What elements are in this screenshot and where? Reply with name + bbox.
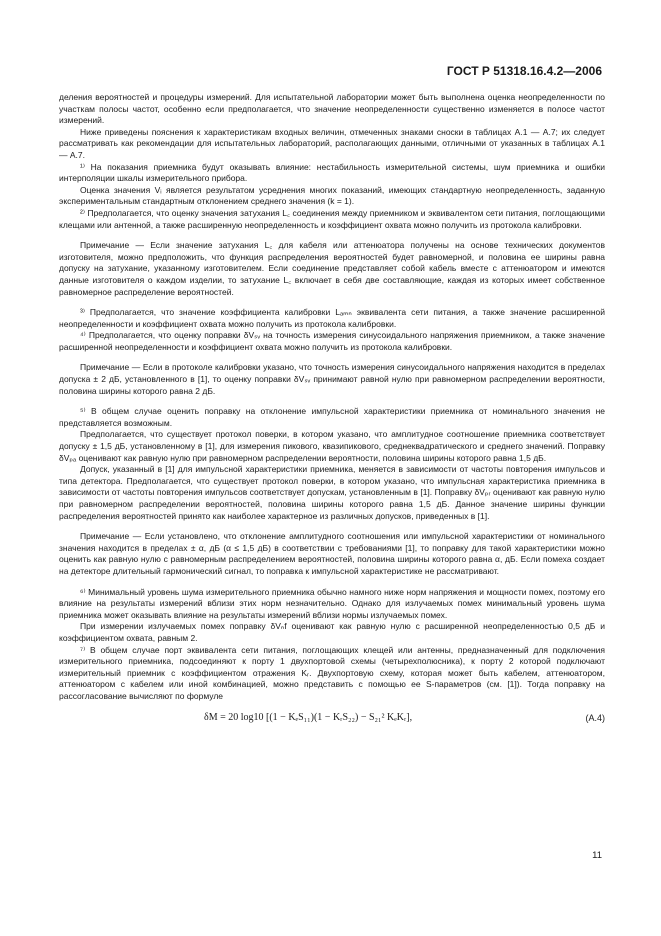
document-header: ГОСТ Р 51318.16.4.2—2006	[446, 64, 602, 78]
formula-a4	[59, 707, 605, 729]
note: Примечание — Если установлено, что отклонение амплитудного соотношения или импульсной характеристики от номинального значения находится в пределах ± α, дБ (α ≤ 1,5 дБ) в соответствии с требованиями [1], то поправку для такой характеристики можно оценить как равную нулю с равномерным распределением вероятностей, половина ширины которого равна α, дБ. Если помеха создает на детекторе длительный гармонический сигнал, то поправка к импульсной характеристике не рассматривают.	[59, 531, 605, 576]
paragraph: деления вероятностей и процедуры измерений. Для испытательной лаборатории может быть выполнена оценка неопределенности по участкам полосы частот, особенно если предполагается, что значение неопределенности существенно изменяется в полосе частот измерений.	[59, 92, 605, 126]
paragraph: Допуск, указанный в [1] для импульсной характеристики приемника, меняется в зависимости от частоты повторения импульсов и типа детектора. Предполагается, что существует протокол поверки, в котором указано, что импульсная характеристика приемника в зависимости от частоты повторения импульсов соответствует допускам, установленным в [1]. Поправку δVₚᵣ оценивают как равную нулю при равномерном распределении вероятностей, половина ширины которого равна 1,5 дБ. Данное значение ширины функции распределения вероятностей принято как наиболее характерное из различных допусков, приведенных в [1].	[59, 464, 605, 521]
note: Примечание — Если в протоколе калибровки указано, что точность измерения синусоидального напряжения находится в пределах допуска ± 2 дБ, установленного в [1], то оценку поправки δVₛᵥ принимают равной нулю при равномерном распределении вероятности, половина ширины которого равна 2 дБ.	[59, 362, 605, 396]
document-body	[59, 92, 605, 729]
formula-number: (А.4)	[585, 712, 605, 723]
footnote-7: ⁷⁾ В общем случае порт эквивалента сети питания, поглощающих клещей или антенны, предназначенный для подключения измерительного приемника, подсоединяют к порту 1 двухпортовой схемы (четырехполюсника), к порту 2 которой подключают измерительный приемник с коэффициентом отражения Kᵣ. Двухпортовую схему, которая может быть кабелем, аттенюатором, аттенюатором с кабелем или иной комбинацией, можно представить с помощью ее S-параметров (см. [1]). Тогда поправку на рассогласование вычисляют по формуле	[59, 644, 605, 701]
footnote-1: ¹⁾ На показания приемника будут оказывать влияние: нестабильность измерительной системы, шум приемника и ошибки интерполяции шкалы измерительного прибора.	[59, 161, 605, 184]
page-number: 11	[592, 850, 602, 861]
formula-expression: δM = 20 log10 [(1 − KₑS₁₁)(1 − KᵣS₂₂) − S₂₁² KₑKᵣ],	[204, 711, 413, 723]
footnote-5: ⁵⁾ В общем случае оценить поправку на отклонение импульсной характеристики приемника от номинального значения не представляется возможным.	[59, 406, 605, 428]
paragraph: Оценка значения Vᵢ является результатом усреднения многих показаний, имеющих стандартную неопределенность, заданную экспериментальным стандартным отклонением среднего значения (k = 1).	[59, 184, 605, 207]
paragraph: При измерении излучаемых помех поправку δVₙf оценивают как равную нулю с расширенной неопределенностью 0,5 дБ и коэффициентом охвата, равным 2.	[59, 621, 605, 643]
note: Примечание — Если значение затухания L꜀ для кабеля или аттенюатора получены на основе технических документов изготовителя, можно предположить, что функция распределения вероятностей будет равномерной, и половина ее ширины равна допуску на затухание, указанному изготовителем. Если соединение представляет собой кабель вместе с аттенюатором и имеются данные изготовителя о каждом изделии, то затухание L꜀ включает в себя две составляющие, каждая из которых имеет собственное равномерное распределение вероятностей.	[59, 240, 605, 297]
paragraph: Ниже приведены пояснения к характеристикам входных величин, отмеченных знаками сноски в таблицах А.1 — А.7; их следует рассматривать как рекомендации для испытательных лабораторий, располагающих данными, отличными от указанных в таблицах А.1 — А.7.	[59, 126, 605, 160]
footnote-6: ⁶⁾ Минимальный уровень шума измерительного приемника обычно намного ниже норм напряжения и мощности помех, поэтому его влияние на результаты измерений вблизи этих норм незначительно. Однако для излучаемых помех минимальный уровень шума приемника может оказывать влияние на результаты измерений вблизи нормы излучаемых помех.	[59, 586, 605, 620]
paragraph: Предполагается, что существует протокол поверки, в котором указано, что амплитудное соотношение приемника соответствует допуску ± 1,5 дБ, установленному в [1], для измерения пикового, квазипикового, среднеквадратического и среднего значений. Поправку δVₚₐ оценивают как равную нулю при равномерном распределении вероятности, половина ширины которого равна 1,5 дБ.	[59, 429, 605, 463]
footnote-3: ³⁾ Предполагается, что значение коэффициента калибровки Lₐₘₙ эквивалента сети питания, а также значение расширенной неопределенности и коэффициент охвата можно получить из протокола калибровки.	[59, 307, 605, 329]
footnote-4: ⁴⁾ Предполагается, что оценку поправки δVₛᵥ на точность измерения синусоидального напряжения приемником, а также значение расширенной неопределенности и коэффициент охвата можно получить из протокола калибровки.	[59, 330, 605, 352]
footnote-2: ²⁾ Предполагается, что оценку значения затухания L꜀ соединения между приемником и эквивалентом сети питания, поглощающими клещами или антенной, а также расширенную неопределенность и коэффициент охвата можно получить из протокола калибровки.	[59, 207, 605, 230]
